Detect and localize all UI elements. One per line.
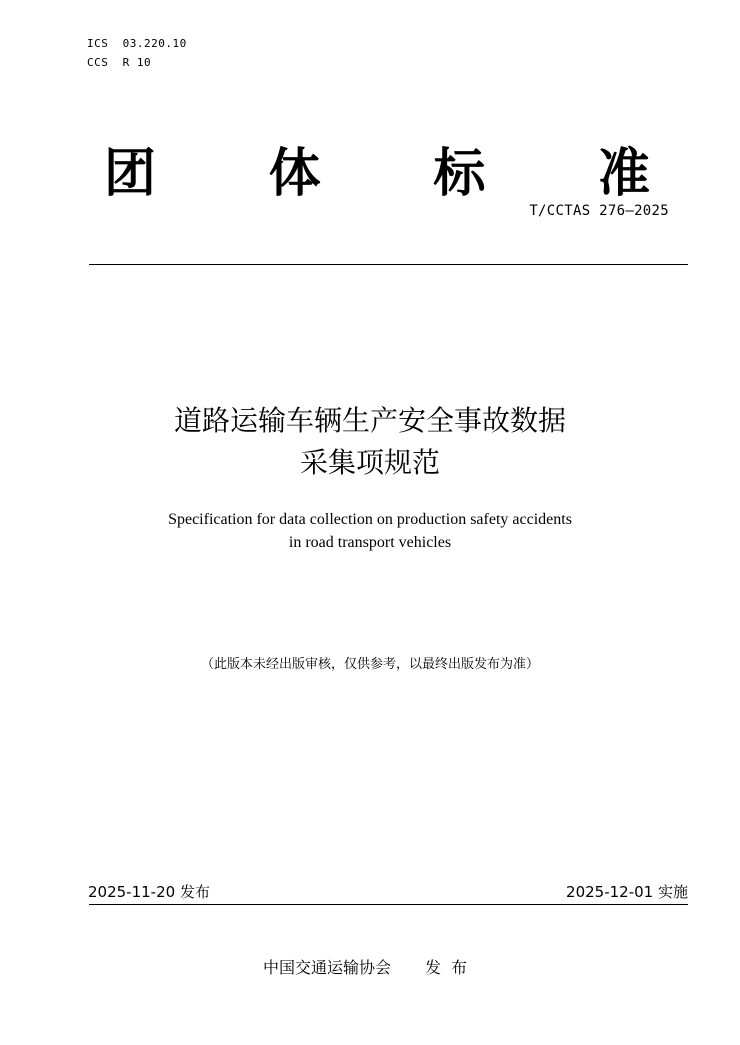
heading-char-3: 标 — [433, 144, 486, 204]
draft-note: （此版本未经出版审核，仅供参考，以最终出版发布为准） — [200, 657, 539, 672]
implementation-date: 2025-12-01 实施 — [566, 883, 688, 901]
heading-char-1: 团 — [104, 144, 157, 204]
english-title — [0, 508, 740, 554]
issue-date: 2025-11-20 发布 — [88, 883, 210, 901]
english-title-line-2: in road transport vehicles — [288, 534, 452, 551]
top-divider — [89, 264, 688, 265]
standard-number: T/CCTAS 276—2025 — [529, 203, 669, 219]
bottom-divider — [89, 904, 688, 905]
publish-label: 发布 — [425, 958, 478, 977]
heading-char-2: 体 — [268, 144, 321, 204]
ccs-code: CCS R 10 — [87, 56, 152, 69]
publisher-line — [0, 955, 740, 978]
chinese-title-line-1: 道路运输车辆生产安全事故数据 — [173, 404, 566, 437]
document-type-heading — [104, 142, 650, 206]
chinese-title-line-2: 采集项规范 — [299, 446, 440, 479]
publisher-name: 中国交通运输协会 — [262, 958, 391, 977]
chinese-title — [0, 400, 740, 484]
ics-code: ICS 03.220.10 — [87, 37, 187, 50]
english-title-line-1: Specification for data collection on production safety accidents — [168, 511, 572, 528]
heading-char-4: 准 — [597, 144, 650, 204]
